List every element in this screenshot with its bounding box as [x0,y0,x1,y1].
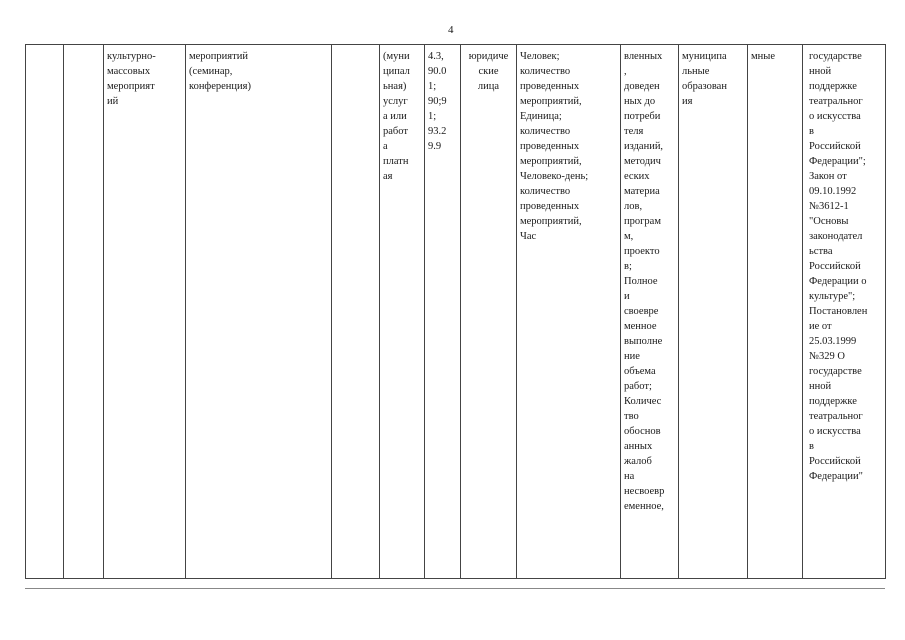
table-cell-volume-indicators: Человек; количество проведенных мероприятий, Единица; количество проведенных мероприятий, Человеко-день; количество проведенных мероприятий, Час [517,45,621,579]
table-cell-legal-basis: государстве нной поддержке театральног о искусства в Российской Федерации"; Закон от 09.10.1992 №3612-1 "Основы законодател ьства Российской Федерации о культуре"; Постановлен ие от 25.03.1999 №329 О государстве нной поддержке театральног о искусства в Российской Федерации" [803,45,886,579]
bottom-rule [25,588,885,589]
table-cell-fragment: мные [748,45,803,579]
table-cell-event-form: мероприятий (семинар, конференция) [186,45,332,579]
table-cell-empty-2 [64,45,104,579]
table-cell-event-type: культурно- массовых мероприят ий [104,45,186,579]
table-cell-municipal-formations: муниципа льные образован ия [679,45,748,579]
table-cell-consumers: юридиче ские лица [461,45,517,579]
table-cell-quality-indicators: вленных , доведен ных до потреби теля изданий, методич еских материа лов, програм м, проекто в; Полное и своевре менное выполне ние объема работ; Количес тво обоснов анных жалоб на несвоевр еменное, [621,45,679,579]
table-cell-empty-1 [26,45,64,579]
page-number: 4 [448,24,454,36]
table-cell-empty-3 [332,45,380,579]
table-cell-service-type: (муни ципал ьная) услуг а или работ а платн ая [380,45,425,579]
table-cell-okved-codes: 4.3, 90.0 1; 90;9 1; 93.2 9.9 [425,45,461,579]
document-table [25,44,886,579]
table-row [26,45,886,579]
